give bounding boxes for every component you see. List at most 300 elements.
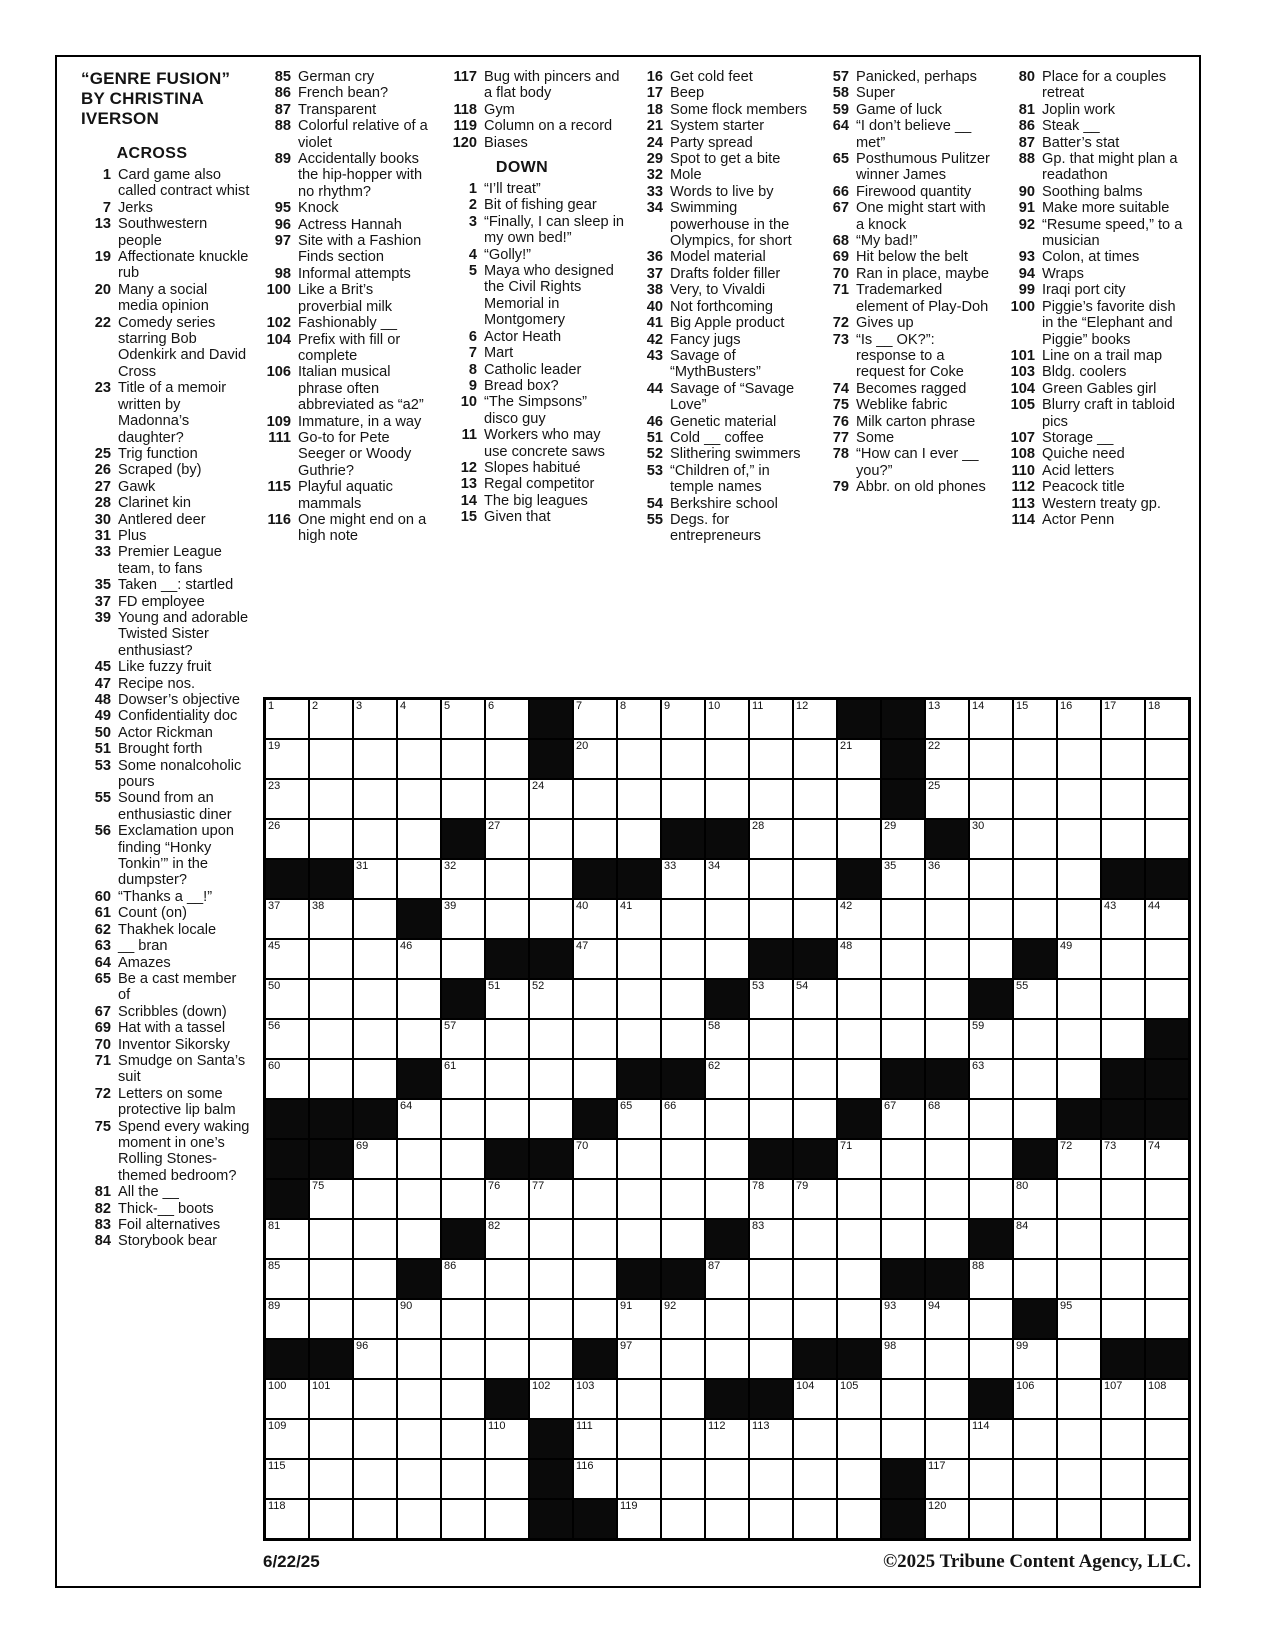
grid-cell[interactable] bbox=[750, 1260, 792, 1298]
grid-cell[interactable] bbox=[970, 1420, 1012, 1458]
grid-cell[interactable] bbox=[1102, 780, 1144, 818]
grid-cell[interactable] bbox=[398, 980, 440, 1018]
grid-cell[interactable] bbox=[354, 1220, 396, 1258]
grid-cell[interactable] bbox=[970, 700, 1012, 738]
grid-cell[interactable] bbox=[1014, 1500, 1056, 1538]
grid-cell[interactable] bbox=[838, 1300, 880, 1338]
grid-cell[interactable] bbox=[882, 1220, 924, 1258]
grid-cell[interactable] bbox=[398, 1140, 440, 1178]
grid-cell[interactable] bbox=[750, 900, 792, 938]
grid-cell[interactable] bbox=[926, 980, 968, 1018]
grid-cell[interactable] bbox=[618, 1140, 660, 1178]
grid-cell[interactable] bbox=[794, 820, 836, 858]
grid-cell[interactable] bbox=[838, 1220, 880, 1258]
grid-cell[interactable] bbox=[794, 1300, 836, 1338]
grid-cell[interactable] bbox=[310, 900, 352, 938]
grid-cell[interactable] bbox=[662, 1220, 704, 1258]
grid-cell[interactable] bbox=[882, 1300, 924, 1338]
grid-cell[interactable] bbox=[310, 1300, 352, 1338]
grid-cell[interactable] bbox=[310, 1260, 352, 1298]
grid-cell[interactable] bbox=[1146, 700, 1188, 738]
grid-cell[interactable] bbox=[618, 980, 660, 1018]
grid-cell[interactable] bbox=[662, 860, 704, 898]
grid-cell[interactable] bbox=[354, 1340, 396, 1378]
grid-cell[interactable] bbox=[662, 1020, 704, 1058]
grid-cell[interactable] bbox=[266, 1060, 308, 1098]
grid-cell[interactable] bbox=[794, 1460, 836, 1498]
grid-cell[interactable] bbox=[1014, 1380, 1056, 1418]
grid-cell[interactable] bbox=[1102, 700, 1144, 738]
grid-cell[interactable] bbox=[530, 820, 572, 858]
grid-cell[interactable] bbox=[486, 860, 528, 898]
grid-cell[interactable] bbox=[442, 780, 484, 818]
grid-cell[interactable] bbox=[266, 820, 308, 858]
grid-cell[interactable] bbox=[750, 860, 792, 898]
grid-cell[interactable] bbox=[442, 1300, 484, 1338]
grid-cell[interactable] bbox=[970, 940, 1012, 978]
grid-cell[interactable] bbox=[1146, 820, 1188, 858]
grid-cell[interactable] bbox=[618, 1100, 660, 1138]
grid-cell[interactable] bbox=[1102, 1420, 1144, 1458]
grid-cell[interactable] bbox=[1102, 740, 1144, 778]
grid-cell[interactable] bbox=[354, 1460, 396, 1498]
grid-cell[interactable] bbox=[794, 1500, 836, 1538]
grid-cell[interactable] bbox=[574, 1460, 616, 1498]
grid-cell[interactable] bbox=[662, 1420, 704, 1458]
grid-cell[interactable] bbox=[662, 1460, 704, 1498]
grid-cell[interactable] bbox=[266, 1420, 308, 1458]
grid-cell[interactable] bbox=[530, 1300, 572, 1338]
grid-cell[interactable] bbox=[618, 1020, 660, 1058]
grid-cell[interactable] bbox=[398, 1220, 440, 1258]
grid-cell[interactable] bbox=[310, 1180, 352, 1218]
grid-cell[interactable] bbox=[838, 740, 880, 778]
grid-cell[interactable] bbox=[574, 900, 616, 938]
grid-cell[interactable] bbox=[794, 1420, 836, 1458]
grid-cell[interactable] bbox=[662, 1180, 704, 1218]
grid-cell[interactable] bbox=[310, 1460, 352, 1498]
grid-cell[interactable] bbox=[574, 820, 616, 858]
grid-cell[interactable] bbox=[1014, 860, 1056, 898]
grid-cell[interactable] bbox=[794, 1380, 836, 1418]
grid-cell[interactable] bbox=[926, 1340, 968, 1378]
grid-cell[interactable] bbox=[266, 1460, 308, 1498]
grid-cell[interactable] bbox=[530, 1340, 572, 1378]
grid-cell[interactable] bbox=[398, 820, 440, 858]
grid-cell[interactable] bbox=[618, 1300, 660, 1338]
grid-cell[interactable] bbox=[1102, 900, 1144, 938]
grid-cell[interactable] bbox=[970, 740, 1012, 778]
grid-cell[interactable] bbox=[266, 1380, 308, 1418]
grid-cell[interactable] bbox=[882, 1020, 924, 1058]
grid-cell[interactable] bbox=[618, 940, 660, 978]
grid-cell[interactable] bbox=[266, 700, 308, 738]
grid-cell[interactable] bbox=[926, 1460, 968, 1498]
grid-cell[interactable] bbox=[574, 1300, 616, 1338]
grid-cell[interactable] bbox=[266, 980, 308, 1018]
grid-cell[interactable] bbox=[486, 1300, 528, 1338]
grid-cell[interactable] bbox=[398, 860, 440, 898]
grid-cell[interactable] bbox=[970, 1180, 1012, 1218]
grid-cell[interactable] bbox=[1058, 740, 1100, 778]
grid-cell[interactable] bbox=[618, 900, 660, 938]
grid-cell[interactable] bbox=[398, 1020, 440, 1058]
grid-cell[interactable] bbox=[1102, 1260, 1144, 1298]
grid-cell[interactable] bbox=[706, 1140, 748, 1178]
grid-cell[interactable] bbox=[1058, 1500, 1100, 1538]
grid-cell[interactable] bbox=[794, 1260, 836, 1298]
grid-cell[interactable] bbox=[442, 1140, 484, 1178]
grid-cell[interactable] bbox=[794, 1100, 836, 1138]
grid-cell[interactable] bbox=[794, 860, 836, 898]
grid-cell[interactable] bbox=[1146, 740, 1188, 778]
grid-cell[interactable] bbox=[794, 980, 836, 1018]
grid-cell[interactable] bbox=[1014, 1020, 1056, 1058]
grid-cell[interactable] bbox=[486, 1420, 528, 1458]
grid-cell[interactable] bbox=[838, 780, 880, 818]
grid-cell[interactable] bbox=[662, 1500, 704, 1538]
grid-cell[interactable] bbox=[310, 1020, 352, 1058]
grid-cell[interactable] bbox=[398, 940, 440, 978]
grid-cell[interactable] bbox=[706, 900, 748, 938]
grid-cell[interactable] bbox=[530, 1260, 572, 1298]
grid-cell[interactable] bbox=[354, 1020, 396, 1058]
grid-cell[interactable] bbox=[398, 1340, 440, 1378]
grid-cell[interactable] bbox=[1014, 700, 1056, 738]
grid-cell[interactable] bbox=[970, 860, 1012, 898]
grid-cell[interactable] bbox=[354, 860, 396, 898]
grid-cell[interactable] bbox=[706, 1460, 748, 1498]
grid-cell[interactable] bbox=[750, 1340, 792, 1378]
grid-cell[interactable] bbox=[1058, 1260, 1100, 1298]
grid-cell[interactable] bbox=[354, 780, 396, 818]
grid-cell[interactable] bbox=[354, 1420, 396, 1458]
grid-cell[interactable] bbox=[838, 1180, 880, 1218]
grid-cell[interactable] bbox=[398, 1460, 440, 1498]
grid-cell[interactable] bbox=[838, 1020, 880, 1058]
grid-cell[interactable] bbox=[794, 900, 836, 938]
grid-cell[interactable] bbox=[354, 1380, 396, 1418]
grid-cell[interactable] bbox=[266, 780, 308, 818]
grid-cell[interactable] bbox=[662, 1100, 704, 1138]
grid-cell[interactable] bbox=[926, 1100, 968, 1138]
grid-cell[interactable] bbox=[926, 1420, 968, 1458]
grid-cell[interactable] bbox=[1058, 1380, 1100, 1418]
grid-cell[interactable] bbox=[1102, 1140, 1144, 1178]
grid-cell[interactable] bbox=[310, 940, 352, 978]
grid-cell[interactable] bbox=[750, 780, 792, 818]
grid-cell[interactable] bbox=[970, 1460, 1012, 1498]
grid-cell[interactable] bbox=[310, 780, 352, 818]
grid-cell[interactable] bbox=[926, 1140, 968, 1178]
grid-cell[interactable] bbox=[1058, 1220, 1100, 1258]
grid-cell[interactable] bbox=[354, 740, 396, 778]
grid-cell[interactable] bbox=[618, 1460, 660, 1498]
grid-cell[interactable] bbox=[530, 860, 572, 898]
grid-cell[interactable] bbox=[1058, 900, 1100, 938]
grid-cell[interactable] bbox=[486, 740, 528, 778]
grid-cell[interactable] bbox=[1146, 1140, 1188, 1178]
grid-cell[interactable] bbox=[706, 700, 748, 738]
grid-cell[interactable] bbox=[750, 820, 792, 858]
grid-cell[interactable] bbox=[926, 1380, 968, 1418]
grid-cell[interactable] bbox=[750, 1300, 792, 1338]
grid-cell[interactable] bbox=[926, 700, 968, 738]
grid-cell[interactable] bbox=[574, 1220, 616, 1258]
grid-cell[interactable] bbox=[486, 780, 528, 818]
grid-cell[interactable] bbox=[926, 1020, 968, 1058]
grid-cell[interactable] bbox=[266, 1220, 308, 1258]
grid-cell[interactable] bbox=[530, 900, 572, 938]
grid-cell[interactable] bbox=[1058, 1180, 1100, 1218]
grid-cell[interactable] bbox=[926, 1300, 968, 1338]
grid-cell[interactable] bbox=[794, 1020, 836, 1058]
grid-cell[interactable] bbox=[750, 1460, 792, 1498]
grid-cell[interactable] bbox=[926, 740, 968, 778]
grid-cell[interactable] bbox=[882, 980, 924, 1018]
grid-cell[interactable] bbox=[442, 900, 484, 938]
grid-cell[interactable] bbox=[970, 1500, 1012, 1538]
grid-cell[interactable] bbox=[574, 1380, 616, 1418]
grid-cell[interactable] bbox=[926, 1220, 968, 1258]
grid-cell[interactable] bbox=[882, 1380, 924, 1418]
grid-cell[interactable] bbox=[706, 1420, 748, 1458]
grid-cell[interactable] bbox=[398, 1180, 440, 1218]
grid-cell[interactable] bbox=[706, 1340, 748, 1378]
grid-cell[interactable] bbox=[310, 740, 352, 778]
grid-cell[interactable] bbox=[310, 1380, 352, 1418]
grid-cell[interactable] bbox=[354, 1060, 396, 1098]
grid-cell[interactable] bbox=[354, 820, 396, 858]
grid-cell[interactable] bbox=[398, 740, 440, 778]
grid-cell[interactable] bbox=[1146, 1380, 1188, 1418]
grid-cell[interactable] bbox=[706, 1020, 748, 1058]
grid-cell[interactable] bbox=[266, 1300, 308, 1338]
grid-cell[interactable] bbox=[1146, 1300, 1188, 1338]
grid-cell[interactable] bbox=[266, 940, 308, 978]
grid-cell[interactable] bbox=[398, 1380, 440, 1418]
grid-cell[interactable] bbox=[882, 940, 924, 978]
grid-cell[interactable] bbox=[530, 1180, 572, 1218]
grid-cell[interactable] bbox=[486, 1340, 528, 1378]
grid-cell[interactable] bbox=[1102, 980, 1144, 1018]
grid-cell[interactable] bbox=[486, 1180, 528, 1218]
grid-cell[interactable] bbox=[970, 1340, 1012, 1378]
grid-cell[interactable] bbox=[354, 900, 396, 938]
grid-cell[interactable] bbox=[618, 1380, 660, 1418]
grid-cell[interactable] bbox=[618, 740, 660, 778]
grid-cell[interactable] bbox=[530, 980, 572, 1018]
grid-cell[interactable] bbox=[1058, 860, 1100, 898]
grid-cell[interactable] bbox=[574, 700, 616, 738]
grid-cell[interactable] bbox=[266, 1020, 308, 1058]
grid-cell[interactable] bbox=[1014, 1420, 1056, 1458]
grid-cell[interactable] bbox=[970, 1300, 1012, 1338]
grid-cell[interactable] bbox=[530, 1100, 572, 1138]
grid-cell[interactable] bbox=[442, 860, 484, 898]
grid-cell[interactable] bbox=[618, 1420, 660, 1458]
grid-cell[interactable] bbox=[266, 900, 308, 938]
grid-cell[interactable] bbox=[486, 980, 528, 1018]
grid-cell[interactable] bbox=[750, 1420, 792, 1458]
grid-cell[interactable] bbox=[354, 1180, 396, 1218]
grid-cell[interactable] bbox=[530, 780, 572, 818]
grid-cell[interactable] bbox=[1058, 1460, 1100, 1498]
grid-cell[interactable] bbox=[354, 700, 396, 738]
grid-cell[interactable] bbox=[442, 1460, 484, 1498]
grid-cell[interactable] bbox=[442, 1500, 484, 1538]
grid-cell[interactable] bbox=[310, 1420, 352, 1458]
grid-cell[interactable] bbox=[838, 1140, 880, 1178]
grid-cell[interactable] bbox=[618, 780, 660, 818]
grid-cell[interactable] bbox=[1146, 1500, 1188, 1538]
grid-cell[interactable] bbox=[486, 700, 528, 738]
grid-cell[interactable] bbox=[1014, 1180, 1056, 1218]
grid-cell[interactable] bbox=[442, 1260, 484, 1298]
grid-cell[interactable] bbox=[310, 700, 352, 738]
grid-cell[interactable] bbox=[706, 1500, 748, 1538]
grid-cell[interactable] bbox=[882, 1340, 924, 1378]
grid-cell[interactable] bbox=[838, 900, 880, 938]
grid-cell[interactable] bbox=[574, 1060, 616, 1098]
grid-cell[interactable] bbox=[1102, 1500, 1144, 1538]
grid-cell[interactable] bbox=[442, 1180, 484, 1218]
grid-cell[interactable] bbox=[310, 1500, 352, 1538]
grid-cell[interactable] bbox=[486, 1020, 528, 1058]
grid-cell[interactable] bbox=[354, 1140, 396, 1178]
grid-cell[interactable] bbox=[970, 900, 1012, 938]
grid-cell[interactable] bbox=[970, 1140, 1012, 1178]
grid-cell[interactable] bbox=[1014, 980, 1056, 1018]
grid-cell[interactable] bbox=[442, 740, 484, 778]
grid-cell[interactable] bbox=[398, 780, 440, 818]
grid-cell[interactable] bbox=[882, 1100, 924, 1138]
grid-cell[interactable] bbox=[1102, 1300, 1144, 1338]
grid-cell[interactable] bbox=[574, 980, 616, 1018]
grid-cell[interactable] bbox=[1102, 940, 1144, 978]
grid-cell[interactable] bbox=[1014, 780, 1056, 818]
grid-cell[interactable] bbox=[662, 780, 704, 818]
grid-cell[interactable] bbox=[926, 780, 968, 818]
grid-cell[interactable] bbox=[398, 1500, 440, 1538]
grid-cell[interactable] bbox=[970, 1260, 1012, 1298]
grid-cell[interactable] bbox=[838, 1500, 880, 1538]
grid-cell[interactable] bbox=[574, 1260, 616, 1298]
grid-cell[interactable] bbox=[706, 1060, 748, 1098]
grid-cell[interactable] bbox=[354, 1260, 396, 1298]
grid-cell[interactable] bbox=[882, 820, 924, 858]
grid-cell[interactable] bbox=[486, 1060, 528, 1098]
grid-cell[interactable] bbox=[530, 1380, 572, 1418]
grid-cell[interactable] bbox=[442, 1420, 484, 1458]
grid-cell[interactable] bbox=[1058, 820, 1100, 858]
grid-cell[interactable] bbox=[354, 980, 396, 1018]
grid-cell[interactable] bbox=[442, 1340, 484, 1378]
grid-cell[interactable] bbox=[442, 940, 484, 978]
grid-cell[interactable] bbox=[618, 1500, 660, 1538]
grid-cell[interactable] bbox=[750, 740, 792, 778]
grid-cell[interactable] bbox=[1058, 1300, 1100, 1338]
grid-cell[interactable] bbox=[750, 1180, 792, 1218]
grid-cell[interactable] bbox=[530, 1060, 572, 1098]
grid-cell[interactable] bbox=[882, 1180, 924, 1218]
grid-cell[interactable] bbox=[574, 780, 616, 818]
grid-cell[interactable] bbox=[750, 980, 792, 1018]
grid-cell[interactable] bbox=[1146, 1220, 1188, 1258]
grid-cell[interactable] bbox=[442, 1100, 484, 1138]
grid-cell[interactable] bbox=[1014, 1340, 1056, 1378]
grid-cell[interactable] bbox=[662, 740, 704, 778]
grid-cell[interactable] bbox=[574, 940, 616, 978]
grid-cell[interactable] bbox=[662, 1340, 704, 1378]
grid-cell[interactable] bbox=[926, 1180, 968, 1218]
grid-cell[interactable] bbox=[486, 1260, 528, 1298]
grid-cell[interactable] bbox=[486, 820, 528, 858]
grid-cell[interactable] bbox=[1146, 1420, 1188, 1458]
grid-cell[interactable] bbox=[486, 1220, 528, 1258]
grid-cell[interactable] bbox=[838, 1460, 880, 1498]
grid-cell[interactable] bbox=[1102, 1180, 1144, 1218]
grid-cell[interactable] bbox=[706, 940, 748, 978]
grid-cell[interactable] bbox=[1014, 1100, 1056, 1138]
grid-cell[interactable] bbox=[442, 1060, 484, 1098]
grid-cell[interactable] bbox=[838, 940, 880, 978]
grid-cell[interactable] bbox=[266, 1500, 308, 1538]
grid-cell[interactable] bbox=[618, 1340, 660, 1378]
grid-cell[interactable] bbox=[1146, 980, 1188, 1018]
grid-cell[interactable] bbox=[970, 1100, 1012, 1138]
grid-cell[interactable] bbox=[882, 1420, 924, 1458]
grid-cell[interactable] bbox=[706, 1180, 748, 1218]
grid-cell[interactable] bbox=[1058, 940, 1100, 978]
grid-cell[interactable] bbox=[486, 1460, 528, 1498]
grid-cell[interactable] bbox=[838, 1380, 880, 1418]
grid-cell[interactable] bbox=[1014, 820, 1056, 858]
grid-cell[interactable] bbox=[1014, 1260, 1056, 1298]
grid-cell[interactable] bbox=[1058, 1020, 1100, 1058]
grid-cell[interactable] bbox=[310, 1060, 352, 1098]
grid-cell[interactable] bbox=[750, 1500, 792, 1538]
grid-cell[interactable] bbox=[750, 1060, 792, 1098]
grid-cell[interactable] bbox=[1058, 1420, 1100, 1458]
grid-cell[interactable] bbox=[794, 1220, 836, 1258]
grid-cell[interactable] bbox=[970, 780, 1012, 818]
grid-cell[interactable] bbox=[794, 1060, 836, 1098]
grid-cell[interactable] bbox=[310, 980, 352, 1018]
grid-cell[interactable] bbox=[1146, 1460, 1188, 1498]
grid-cell[interactable] bbox=[1014, 1060, 1056, 1098]
grid-cell[interactable] bbox=[354, 1300, 396, 1338]
grid-cell[interactable] bbox=[1058, 1060, 1100, 1098]
grid-cell[interactable] bbox=[970, 1060, 1012, 1098]
grid-cell[interactable] bbox=[838, 820, 880, 858]
grid-cell[interactable] bbox=[1102, 820, 1144, 858]
grid-cell[interactable] bbox=[1102, 1460, 1144, 1498]
grid-cell[interactable] bbox=[970, 1020, 1012, 1058]
grid-cell[interactable] bbox=[750, 1100, 792, 1138]
grid-cell[interactable] bbox=[1014, 900, 1056, 938]
grid-cell[interactable] bbox=[750, 1220, 792, 1258]
grid-cell[interactable] bbox=[398, 700, 440, 738]
grid-cell[interactable] bbox=[794, 700, 836, 738]
grid-cell[interactable] bbox=[354, 1500, 396, 1538]
grid-cell[interactable] bbox=[926, 1500, 968, 1538]
grid-cell[interactable] bbox=[618, 1180, 660, 1218]
grid-cell[interactable] bbox=[398, 1300, 440, 1338]
grid-cell[interactable] bbox=[1146, 1180, 1188, 1218]
grid-cell[interactable] bbox=[706, 740, 748, 778]
grid-cell[interactable] bbox=[838, 1060, 880, 1098]
